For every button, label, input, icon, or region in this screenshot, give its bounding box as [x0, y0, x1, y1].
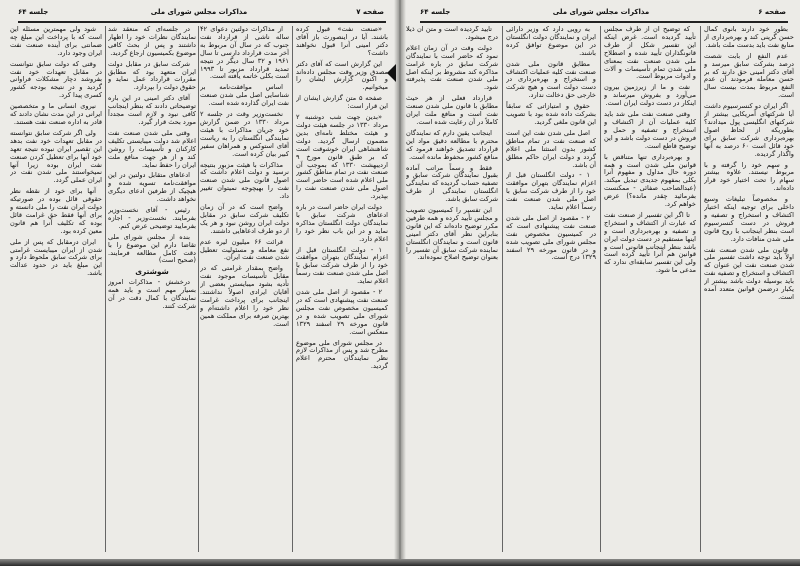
text-column-4 — [704, 26, 794, 554]
paragraph: ۲ - مقصود از اصل ملی شدن صنعت نفت پیشنهادی است که در کمیسیون مخصوص نفت مجلس شورای ملی تصویب شده و در قانون مورخه ۲۹ اسفند ۱۳۲۹ درج است. — [506, 213, 596, 262]
paragraph: این گزارش است که آقای دکتر مصدق وزیر وقت مجلس داده‌اند و اکنون گزارش ایشان را میخوانیم. — [296, 59, 388, 92]
paragraph: اگر ایران دو کنسرسیوم داشت آیا شرکتهای آمریکایی بیشتر از شرکتهای انگلیسی پول میدادند؟ بطوریکه از لحاظ اصول بهره‌برداری شرکت سابق برای خود قائل است ۶۰ درصد به آنها واگذار گردیده. — [704, 102, 794, 158]
paragraph: اینجانب یقین دارم که نمایندگان محترم با مطالعه دقیق مواد این قرارداد تصدیق خواهند فرمود که منافع کشور محفوظ مانده است. — [406, 128, 498, 161]
page-header — [0, 4, 398, 20]
paragraph: نفت و ما از زیرزمین بیرون می‌آورد و بفروش میرساند و اینکار در دست دولت ایران است. — [604, 83, 696, 108]
paragraph: به‌ رویی دارد که وزیر دارائی ایران و نمایندگان دولت انگلستان در این موضوع توافق کرده باشند. — [506, 26, 596, 57]
paragraph: واضح است که در آن زمان تکلیف شرکت سابق در مقابل دولت ایران روشن نبود و هر یک از دو طرف ادعاهایی داشتند. — [200, 203, 289, 235]
column-divider — [105, 26, 106, 552]
paragraph: ۱ - دولت انگلستان قبل از اعزام نمایندگان بتهران موافقت خود را از طرف شرکت سابق با اصل ملی شدن صنعت نفت رسماً اعلام نماید. — [296, 245, 388, 286]
paragraph: که توضیح آن از طرف مجلس تأیید گردیده است. غرض اینکه این تفسیر شکل از طرف قانونگذاران تأیید شده و اصطلاح ملی شدن صنعت نفت بمعنای ملی شدن تمام تأسیسات و آلات و ادوات مربوط است. — [604, 26, 696, 81]
paragraph: قرارداد فعلی از هر حیث مطابق با قانون ملی شدن صنعت نفت است و منافع ملت ایران کاملاً در آن رعایت شده است. — [406, 94, 498, 126]
paragraph: در جلسه‌ای که منعقد شد نمایندگان نظرات خود را اظهار داشتند و پس از بحث کافی موضوع بکمیسیون ارجاع گردید. — [108, 26, 196, 57]
session-number: جلسه ۶۴ — [18, 8, 49, 16]
paragraph: مذاکرات با هیئت مزبور بنتیجه نرسید و دولت اعلام داشت که اصول قانون ملی شدن صنعت نفت را بهیچوجه نمیتوان تغییر داد. — [200, 160, 289, 201]
paragraph: قانون ملی شدن صنعت نفت اولاً باید توجه داشت تفسیر ملی شدن صنعت نفت این عنوان که اکتشاف و استخراج و تصفیه نفت باید بوسیله دولت باشد بیشتر از یکبار درضمن قوانین متعدد آمده است. — [704, 245, 794, 301]
paragraph: رئیس - آقای نخست‌وزیر بفرمایند. نخست‌وزیر - اجازه بفرمایید توضیحی عرض کنم. — [108, 206, 196, 230]
publication-title: مذاکرات مجلس شورای ملی — [552, 8, 650, 16]
paragraph: «صنعت نفت» قبول کرده باشند. آیا در اینصورت باز آقای دکتر امینی آنرا قبول نخواهند داشت؟ — [296, 26, 388, 57]
paragraph: قرائت ۶۶ میلیون لیره عدم نفع معامله و مسئولیت تعطیل شدن صنعت نفت ایران. — [200, 237, 289, 262]
paragraph: و بهره‌برداری تنها متناقض با قوانین ملی شدن است و همه دوره حال مداول و مفهوم آنرا بکلی بمفهوم جدیدی تبدیل میکند. (عبدالصاحب صفائی - ممکنست بفرمائید چقدر مانده؟) عرض خواهم کرد. — [604, 152, 696, 209]
text-column-1 — [406, 26, 498, 554]
paragraph: مطابق قانون ملی شدن صنعت نفت کلیه عملیات اکتشاف و استخراج و بهره‌برداری در دست دولت است و هیچ شرکت خارجی حق دخالت ندارد. — [506, 59, 596, 100]
paragraph: تأیید گردیده است و متن آن ذیلاً درج میشود. — [406, 26, 498, 41]
paragraph: وقتی ملی شدن صنعت نفت اعلام شد دولت میبایستی تکلیف کارکنان و تأسیسات را روشن کند و از هر جهت منافع ملت ایران را حفظ نماید. — [108, 128, 196, 169]
text-column-1 — [296, 26, 388, 554]
paragraph: این تفسیر را کمیسیون تصویب و مجلس تأیید کرده و همه طرفین مکرر توضیح داده‌اند که این قانون بنابراین نظر آقای دکتر امینی قانون است و نمایندگان انگلستان نماینده شرکت سابق آن تفسیر را بعنوان توضیح اصلاح نموده‌اند. — [406, 206, 498, 262]
column-divider — [198, 26, 199, 552]
paragraph: نخست‌وزیر وقت در جلسه ۲ مرداد ۱۳۳۰ در ضمن گزارش خود جریان مذاکرات با هیئت نمایندگی انگلستان را به ریاست آقای استوکس و همراهان سفیر کبیر بیان کرده است. — [200, 110, 289, 158]
paragraph: ادعاهای متقابل دولتین در این موافقت‌نامه تسویه شده و هیچیک از طرفین ادعای دیگری نخواهد داشت. — [108, 171, 196, 204]
paragraph: عدم النفع از بابت شصت درصد بشرکت سابق میرسد و آقای دکتر امینی حق دارند که بر حسن معامله فرمودند آن عدم النفع مربوط بمدت بیست سال است. — [704, 51, 794, 100]
paragraph: درخشش - مذاکرات امروز بسیار مهم است و باید همه نمایندگان با کمال دقت در آن شرکت کنند. — [108, 278, 196, 310]
paragraph: وقتی صنعت نفت ملی شد باید کلیه عملیات آن از اکتشاف و استخراج و تصفیه و حمل و فروش در دست دولت باشد و این توضیح قاطع است. — [604, 110, 696, 150]
paragraph: بطور خود دارند بانوی کمال حسن گرینی کند و بهره‌برداری از منابع نفت باید بدست ملت باشد. — [704, 26, 794, 49]
paragraph: نیروی انسانی ما و متخصصین ایرانی در این مدت نشان دادند که قادر به اداره صنعت نفت هستند. — [10, 102, 102, 126]
page-number: صفحه ۷ — [356, 8, 384, 16]
paragraph: شوشتری — [135, 267, 169, 277]
text-column-3 — [108, 26, 196, 554]
paragraph: «بدین جهت شب دوشنبه ۲ مرداد ۱۳۳۰ در جلسه هیئت دولت و هیئت مختلط نامه‌ای بدین مضمون ارسال گردید. دولت شاهنشاهی ایران خوشوقت است که بر طبق قانون مورخ ۹ اردیبهشت ۱۳۳۰ که بموجب آن صنعت نفت در تمام مناطق کشور ملی اعلام شده است حاضر است اصول ملی شدن صنعت نفت را بپذیرد. — [296, 113, 388, 201]
paragraph: ۲ - مقصود از اصل ملی شدن صنعت نفت پیشنهادی است که در کمیسیون مخصوص نفت مجلس شورای ملی تصویب شده و در قانون مورخه ۲۹ اسفند ۱۳۲۹ منعکس است. — [296, 288, 388, 336]
paragraph: وقتی که دولت سابق نتوانست در مقابل تعهدات خود نفت بفروشد دچار مشکلات فراوانی گردید و در نتیجه بودجه کشور کسری پیدا کرد. — [10, 59, 102, 100]
column-divider — [292, 26, 293, 552]
paragraph: تا اگر این تفسیر از صنعت نفت که عبارت از اکتشاف و استخراج و تصفیه و بهره‌برداری است و اینها مستقیم در دست دولت ایران باشد بنظر اینجانب قانونی است و قوانین هم آنرا تأیید کرده است ولی این تفسیر سابقه‌ای ندارد که مدعی ما شود. — [604, 210, 696, 275]
paragraph: از مذاکرات دولتین دعوای ۴۲ ساله ناشی از قرارداد نفت جنوب که در سال آن مربوط به آخر مدت قرارداد دارسی تا سال ۱۹۶۱ و ۳۲ سال دیگر در نتیجه تمدید قرارداد مزبور تا ۱۹۹۳ است بکلی خاتمه یافته است. — [200, 26, 289, 81]
paragraph: اصل ملی شدن نفت این است که صنعت نفت در تمام مناطق کشور بدون استثنا ملی اعلام گردد و دولت ایران حاکم مطلق آن باشد. — [506, 128, 596, 169]
paragraph: و سهم خود را گرفته و با مربوط نیستند. علاوه بیشتر سهام را تحت اختیار خود قرار داده‌اند. — [704, 160, 794, 193]
paragraph: صفحه ۵ متن گزارش ایشان از این قرار است: — [296, 94, 388, 111]
text-column-3 — [604, 26, 696, 554]
text-column-2 — [200, 26, 289, 554]
right-page — [402, 0, 800, 560]
left-page — [0, 0, 398, 560]
session-number: جلسه ۶۴ — [420, 8, 451, 16]
paragraph: شرکت سابق در مقابل دولت ایران متعهد بود که مطابق مقررات قرارداد عمل نماید و حقوق دولت را بپردازد. — [108, 59, 196, 92]
paragraph: حقوق و امتیازاتی که سابقاً بشرکت داده شده بود با تصویب این قانون ملغی گردید. — [506, 102, 596, 126]
column-divider — [502, 26, 503, 552]
paragraph: دولت ایران حاضر است در باره ادعاهای شرکت سابق با نمایندگان دولت انگلستان مذاکره نماید و در این باب نظر خود را اعلام دارد. — [296, 203, 388, 243]
scan-edge — [0, 559, 800, 566]
book-gutter — [394, 0, 406, 566]
paragraph: و مخصوصاً تبلیغات وسیع داخلی برای توجیه اینکه اختیار اکتشاف و استخراج و تصفیه و فروش در دست کنسرسیوم است بنظر اینجانب با روح قانون ملی شدن منافات دارد. — [704, 195, 794, 243]
page-number: صفحه ۶ — [758, 8, 786, 16]
paragraph: آقای دکتر امینی در این باره توضیحاتی دادند که بنظر اینجانب کافی نبود و لازم است مجدداً مورد بحث قرار گیرد. — [108, 94, 196, 126]
paragraph: ولی اگر شرکت سابق نتوانسته در مقابل تعهدات خود نفت بدهد این تقصیر ایران نبوده نتیجه تعهد خود آنها برای تعطیل کردن صنعت نفت ایران بوده زیرا آنها نمیخواستند ملی شدن نفت در ایران عملی گردد. — [10, 128, 102, 185]
text-column-4 — [10, 26, 102, 554]
paragraph: واضح بمقدار غرامتی که در مقابل تأسیسات موجود نفت تأدیه بشود میبایستی بعضی از آقایان ایرادی اصولاً نداشتند. اینجانب برای پرداخت غرامت نظر خود را اعلام داشته‌ام و بهترین صرفه برای مملکت همین است. — [200, 264, 289, 328]
paragraph: دولت وقت در آن زمان اعلام نمود که حاضر است با نمایندگان شرکت سابق در باره غرامت مذاکره کند مشروط بر اینکه اصل ملی شدن صنعت نفت پذیرفته شود. — [406, 43, 498, 92]
page-header — [402, 4, 800, 20]
paragraph: ۱ - دولت انگلستان قبل از اعزام نمایندگان بتهران موافقت خود را از طرف شرکت سابق با اصل ملی شدن صنعت نفت رسماً اعلام نماید. — [506, 171, 596, 212]
publication-title: مذاکرات مجلس شورای ملی — [150, 8, 248, 16]
binding-marker — [387, 64, 396, 82]
column-divider — [700, 26, 701, 552]
paragraph: شود ولی مهمترین مسئله این است که با پرداخت این مبلغ چه ضمانتی برای آینده صنعت نفت ایران وجود دارد. — [10, 26, 102, 57]
header-rule — [420, 21, 788, 23]
text-column-2 — [506, 26, 596, 554]
paragraph: در مجلس شورای ملی موضوع مطرح شد و پس از مذاکرات لازم نظر نمایندگان محترم اعلام گردید. — [296, 338, 388, 371]
header-rule — [18, 21, 386, 23]
paragraph: آنها برای خود از نقطه نظر حقوقی قائل بوده در صورتیکه دولت ایران نفت را ملی دانسته و برای آنها فقط حق غرامت قائل بوده که تکلیف آنرا هم قانون معین کرده بود. — [10, 187, 102, 235]
paragraph: اساس موافقت‌نامه بر شناسایی اصل ملی شدن صنعت نفت ایران گذارده شده است. — [200, 83, 289, 108]
paragraph: بنده از مجلس شورای ملی تقاضا دارم این موضوع را با دقت کامل مطالعه فرمایند. (صحیح است) — [108, 232, 196, 265]
paragraph: ایران درمقابل که پس از ملی شدن از ایران میبایست غرامتی برای شرکت سابق ملحوظ دارد و این مبلغ باید در حدود عدالت باشد. — [10, 237, 102, 278]
paragraph: فقط و رسماً مراتب آماده بقبول نمایندگان شرکت سابق و تصفیه حساب گردیده که نمایندگی انگلستان نمایندگی از طرف شرکت سابق باشد. — [406, 163, 498, 204]
column-divider — [600, 26, 601, 552]
